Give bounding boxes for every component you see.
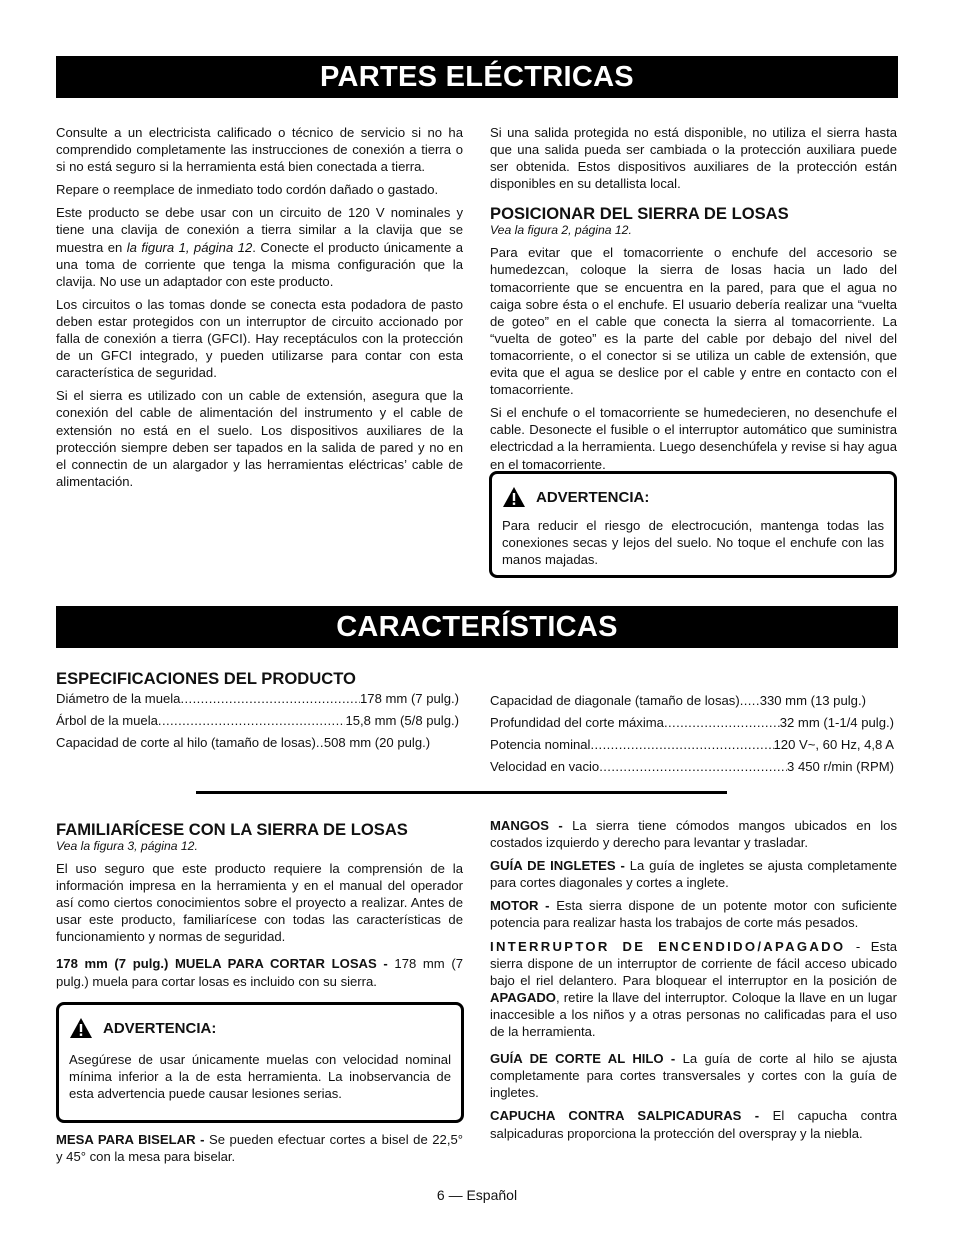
warning-title: ADVERTENCIA: [103,1019,217,1037]
familiarize-left-column [56,820,463,996]
warning-box [56,1002,464,1123]
divider [196,791,727,794]
spec-row: Profundidad del corte máxima ..... 32 mm (1-1/4 pulg.) [490,714,894,736]
spec-row: Árbol de la muela ..... 15,8 mm (5/8 pulg.) [56,712,459,734]
section-heading: POSICIONAR DEL SIERRA DE LOSAS [490,204,789,224]
figure-reference: Vea la figura 2, página 12. [490,223,632,238]
specs-left-list [56,690,459,756]
figure-reference: Vea la figura 3, página 12. [56,839,198,853]
spec-row: Capacidad de diagonale (tamaño de losas) ..... 330 mm (13 pulg.) [490,692,894,714]
specs-right-list [490,692,894,780]
warning-text: Asegúrese de usar únicamente muelas con velocidad nominal mínima inferior a la de esta herramienta. La inobservancia de esta advertencia puede causar lesiones serias. [69,1052,451,1102]
specs-heading: ESPECIFICACIONES DEL PRODUCTO [56,669,356,688]
paragraph: CAPUCHA CONTRA SALPICADURAS - El capucha contra salpicaduras proporciona la protección del overspray y la niebla. [490,1108,897,1141]
paragraph: MESA PARA BISELAR - Se pueden efectuar cortes a bisel de 22,5° y 45° con la mesa para biselar. [56,1132,463,1165]
bevel-table-paragraph [56,1131,463,1171]
paragraph: GUÍA DE INGLETES - La guía de ingletes se ajusta completamente para cortes diagonales y cortes a inglete. [490,858,897,891]
spec-row: Capacidad de corte al hilo (tamaño de losas) ..... 508 mm (20 pulg.) [56,734,459,756]
paragraph: Si el enchufe o el tomacorriente se humedecieren, no desenchufe el cable. Desonecte el fusible o el interruptor automático que suministra electricdad a la herramienta. Luego desenchúfela y revise si hay agua en el tomacorriente. [490,405,897,472]
paragraph: Consulte a un electricista calificado o técnico de servicio si no ha comprendido completamente las instrucciones de conexión a tierra o si no está seguro si la herramienta está bien conectada a tierra. [56,125,463,175]
paragraph: GUÍA DE CORTE AL HILO - La guía de corte al hilo se ajusta completamente para cortes transversales y cortes con la guía de ingletes. [490,1051,898,1101]
paragraph: Si una salida protegida no está disponible, no utiliza el sierra hasta que una salida pueda ser cambiada o la protección auxiliara puede ser obtenida. Estos dispositivos auxiliares de la protección están disponibles en su detallista local. [490,125,897,192]
paragraph: MOTOR - Esta sierra dispone de un potente motor con suficiente potencia para realizar hasta los trabajos de corte más pesados. [490,898,897,931]
paragraph: INTERRUPTOR DE ENCENDIDO/APAGADO - Esta sierra dispone de un interruptor de corriente de fácil acceso ubicado bajo el riel delantero. Para bloquear el interruptor en la posición de APAGADO, retire la llave del interruptor. Coloque la llave en un lugar inaccesible a los niños y a otras personas no calificadas para el uso de la herramienta. [490,938,897,1040]
figure-reference: la figura 1, página 12 [126,239,253,255]
paragraph: MANGOS - La sierra tiene cómodos mangos ubicados en los costados izquierdo y derecho para levantar y trasladar. [490,818,898,851]
paragraph: Repare o reemplace de inmediato todo cordón dañado o gastado. [56,182,439,198]
paragraph: Los circuitos o las tomas donde se conecta esta podadora de pasto deben estar protegidos con un interruptor de circuito accionado por falla de conexión a tierra (GFCI). Hay receptáculos con la protección de un GFCI integrado, y pueden utilizarse para contar con esta característica de seguridad. [56,296,463,381]
electrical-left-column [56,124,463,496]
paragraph: Para evitar que el tomacorriente o enchufe del accesorio se humedezcan, coloque la sierra de losas hacia un lado del tomacorriente que se encuentra en la pared, para que el agua no caiga sobre ésta o el enchufe. El usuario debería realizar una “vuelta de goteo” en el cable que conecta la sierra al tomacorriente. La “vuelta de goteo” es la parte del cable por debajo del nivel del tomacorriente, o el conector si se utiliza un cable de extensión, que evita que el agua se deslice por el cable y entre en contacto con el tomacorriente. [490,245,897,398]
paragraph: 178 mm (7 pulg.) MUELA PARA CORTAR LOSAS - 178 mm (7 pulg.) muela para cortar losas es incluido con su sierra. [56,956,463,989]
paragraph: El uso seguro que este producto requiere la comprensión de la información impresa en la herramienta y en el manual del operador así como ciertos conocimientos sobre el proyecto a realizar. Antes de usar este producto, familiarícese con todas las características de funcionamiento y normas de seguridad. [56,861,463,945]
warning-icon [502,486,526,508]
spec-row: Diámetro de la muela ..... 178 mm (7 pulg.) [56,690,459,712]
warning-icon [69,1017,93,1039]
spec-row: Potencia nominal ..... 120 V~, 60 Hz, 4,8 A [490,736,894,758]
paragraph: Si el sierra es utilizado con un cable de extensión, asegura que la conexión del cable de alimentación del instrumento y el cable de extensión no está en el suelo. Los dispositivos auxiliares de la protección siempre deben ser tapados en la salida de pared y no en el connectin de un alargador y las herramientas eléctricas’ cable de alimentación. [56,388,463,489]
warning-title: ADVERTENCIA: [536,488,650,506]
section-heading: FAMILIARÍCESE CON LA SIERRA DE LOSAS [56,820,408,839]
warning-box [489,471,897,578]
paragraph: Este producto se debe usar con un circuito de 120 V nominales y tiene una clavija de conexión a tierra similar a la clavija que se muestra en la figura 1, página 12. Conecte el producto únicamente a una toma de corriente que tenga la misma configuración que la clavija. No use un adaptador con este producto. [56,205,463,289]
electrical-right-column [490,124,897,479]
spec-row: Velocidad en vacio ..... 3 450 r/min (RPM) [490,758,894,780]
section-banner-features: CARACTERÍSTICAS [56,606,898,648]
page-footer: 6 — Español [436,1187,518,1203]
features-right-column [490,817,897,1148]
warning-text: Para reducir el riesgo de electrocución, mantenga todas las conexiones secas y lejos del suelo. No toque el enchufe con las manos majadas. [502,518,884,568]
section-banner-electrical: PARTES ELÉCTRICAS [56,56,898,98]
